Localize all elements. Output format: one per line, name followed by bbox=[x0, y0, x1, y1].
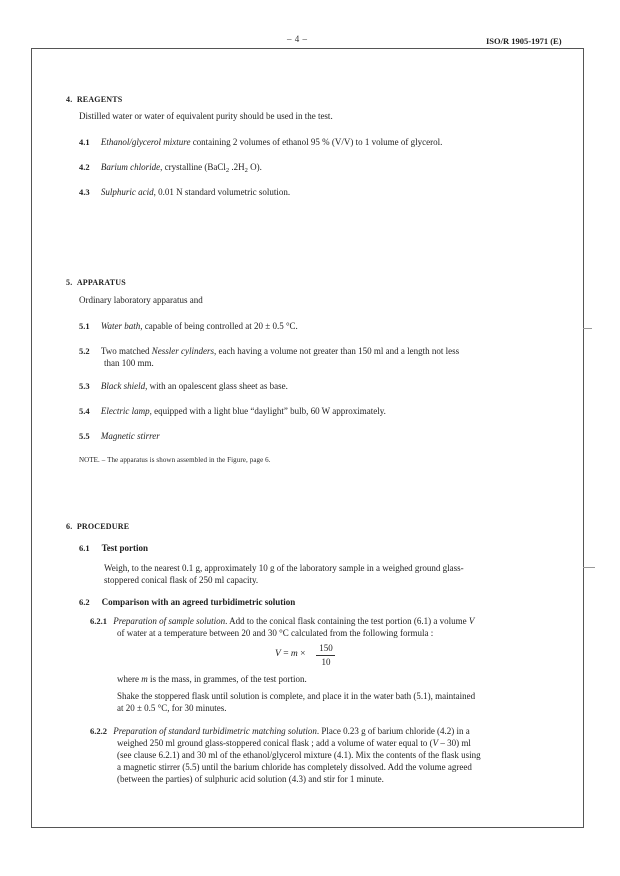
section-4-heading: 4. REAGENTS bbox=[66, 95, 123, 104]
apparatus-item: 5.2 Two matched Nessler cylinders, each having a volume not greater than 150 ml and a length not less bbox=[79, 346, 460, 356]
margin-mark bbox=[583, 328, 592, 329]
margin-mark bbox=[583, 567, 595, 568]
subsection-6-2-1-text-line2: of water at a temperature between 20 and 30 °C calculated from the following formula : bbox=[117, 628, 434, 638]
where-clause: where m is the mass, in grammes, of the test portion. bbox=[117, 674, 307, 684]
standard-reference: ISO/R 1905-1971 (E) bbox=[486, 36, 562, 46]
test-portion-text: Weigh, to the nearest 0.1 g, approximately 10 g of the laboratory sample in a weighed ground glass- stoppered conical flask of 250 ml capacity. bbox=[104, 563, 464, 585]
apparatus-item: 5.1 Water bath, capable of being controlled at 20 ± 0.5 °C. bbox=[79, 321, 298, 331]
page-number: – 4 – bbox=[287, 34, 308, 44]
subsection-6-2-heading: 6.2 Comparison with an agreed turbidimetric solution bbox=[79, 597, 296, 607]
section-5-heading: 5. APPARATUS bbox=[66, 278, 126, 287]
subsection-6-2-2-continuation: weighed 250 ml ground glass-stoppered conical flask ; add a volume of water equal to (V – 30) ml (see clause 6.2.1) and 30 ml of the ethanol/glycerol mixture (4.1). Mix the contents of the flask using a magnetic stirrer (5.5) until the barium chloride has completely dissolved. Add the volume agreed (between the parties) of sulphuric acid solution (4.3) and stir for 1 minute. bbox=[117, 738, 481, 784]
apparatus-item: 5.5 Magnetic stirrer bbox=[79, 431, 160, 441]
reagent-item: 4.1 Ethanol/glycerol mixture containing 2 volumes of ethanol 95 % (V/V) to 1 volume of glycerol. bbox=[79, 137, 443, 147]
fraction-bar bbox=[316, 655, 335, 656]
formula: V = m × bbox=[275, 649, 306, 659]
apparatus-item: 5.4 Electric lamp, equipped with a light blue “daylight” bulb, 60 W approximately. bbox=[79, 406, 386, 416]
apparatus-intro: Ordinary laboratory apparatus and bbox=[79, 295, 203, 305]
formula-denominator: 10 bbox=[321, 657, 331, 667]
apparatus-note: NOTE. – The apparatus is shown assembled in the Figure, page 6. bbox=[79, 456, 271, 464]
apparatus-item: 5.3 Black shield, with an opalescent glass sheet as base. bbox=[79, 381, 288, 391]
reagent-item: 4.2 Barium chloride, crystalline (BaCl$_2$ $.2H_2$ O). bbox=[79, 162, 262, 174]
reagent-item: 4.3 Sulphuric acid, 0.01 N standard volumetric solution. bbox=[79, 187, 291, 197]
apparatus-item-continuation: than 100 mm. bbox=[104, 358, 154, 368]
subsection-6-1-heading: 6.1 Test portion bbox=[79, 543, 149, 553]
formula-numerator: 150 bbox=[319, 643, 333, 653]
section-6-heading: 6. PROCEDURE bbox=[66, 522, 130, 531]
shake-instruction: Shake the stoppered flask until solution is complete, and place it in the water bath (5.1), maintained at 20 ± 0.5 °C, for 30 minutes. bbox=[117, 691, 476, 713]
subsection-6-2-2-text: 6.2.2 Preparation of standard turbidimetric matching solution. Place 0.23 g of barium chloride (4.2) in a bbox=[90, 726, 470, 736]
subsection-6-2-1-text: 6.2.1 Preparation of sample solution. Add to the conical flask containing the test portion (6.1) a volume V bbox=[90, 616, 475, 626]
reagents-intro: Distilled water or water of equivalent purity should be used in the test. bbox=[79, 111, 333, 121]
